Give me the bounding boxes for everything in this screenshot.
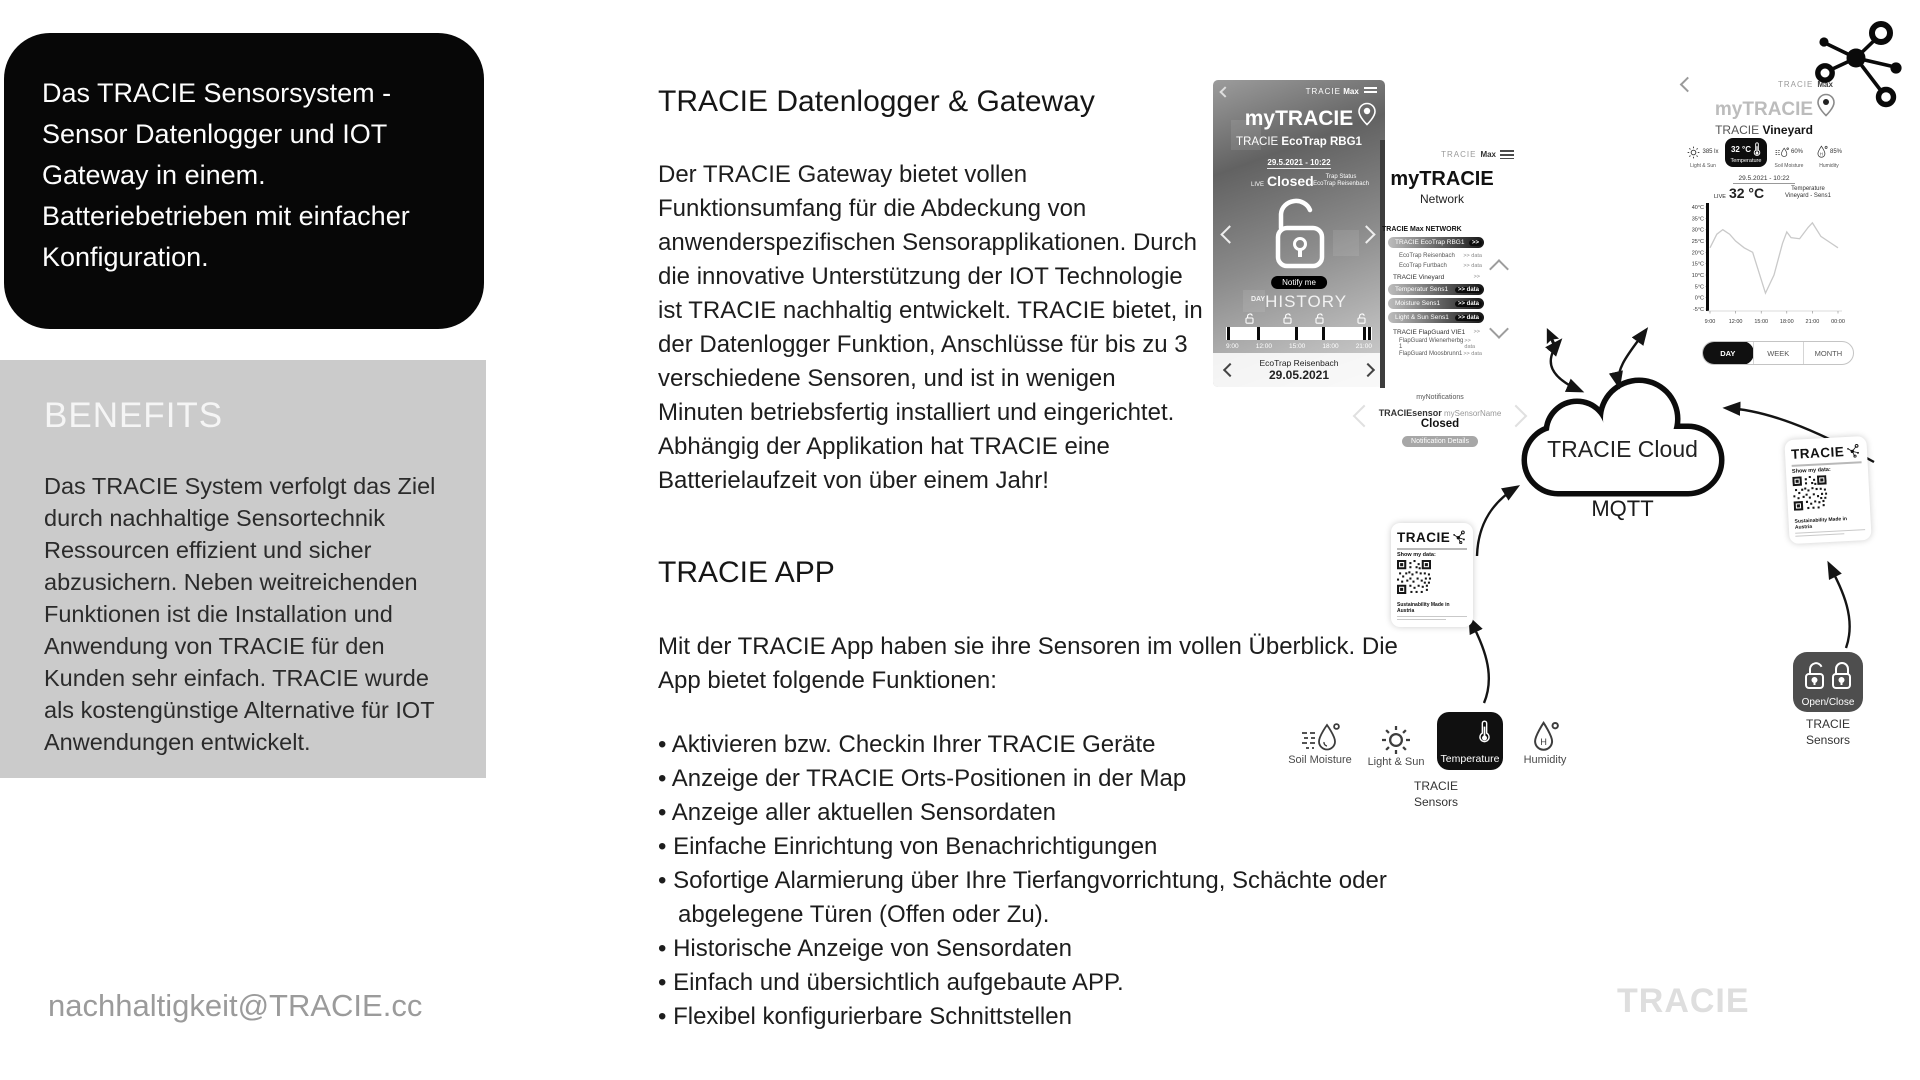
open-close-sensor-tile[interactable] — [1793, 652, 1863, 712]
open-lock-icon — [1245, 313, 1255, 324]
phone-mockup-ecotrap — [1213, 80, 1385, 387]
notification-caption: myNotifications — [1416, 394, 1464, 401]
row-label: TRACIE EcoTrap RBG1 — [1395, 239, 1465, 246]
previous-screen-edge — [1380, 140, 1385, 388]
sun-icon — [1687, 146, 1700, 159]
row-action[interactable]: >> — [1469, 240, 1482, 246]
svg-text:-5°C: -5°C — [1692, 307, 1704, 313]
row-action[interactable]: >> data — [1463, 253, 1482, 259]
sensor-widget-humidity[interactable]: H 85% Humidity — [1809, 141, 1849, 169]
fine-print — [1397, 619, 1446, 621]
mqtt-protocol-label: MQTT — [1591, 496, 1654, 521]
divider — [1397, 548, 1467, 550]
tracie-sensors-caption: TRACIE Sensors — [1413, 779, 1459, 809]
sensor-widget-soil[interactable]: 60% Soil Moisture — [1769, 141, 1809, 169]
timeline-hour-label: 18:00 — [1322, 343, 1339, 350]
footer-device-name: EcoTrap Reisenbach — [1259, 358, 1339, 368]
app-subtitle: Network — [1419, 192, 1464, 206]
scroll-up-chevron-icon[interactable] — [1489, 259, 1509, 279]
svg-text:5°C: 5°C — [1694, 284, 1704, 291]
live-value: Closed — [1267, 173, 1314, 189]
sensor-label: Soil Moisture — [1288, 754, 1352, 766]
timeline-hour-label: 9:00 — [1226, 343, 1239, 350]
arrow-sensors-label — [1470, 619, 1489, 703]
row-label: TRACIE FlapGuard VIE1 — [1393, 328, 1466, 336]
qr-code — [1792, 473, 1864, 516]
sensor-quick-row — [1683, 141, 1849, 169]
sensor-label: Temperature — [1440, 753, 1500, 765]
row-label: TRACIE Vineyard — [1393, 273, 1445, 281]
thermometer-icon — [1478, 718, 1491, 746]
app-header — [1441, 150, 1514, 159]
humidity-icon — [1816, 145, 1828, 159]
thermometer-icon — [1753, 142, 1761, 157]
device-name: EcoTrap RBG1 — [1281, 136, 1362, 148]
history-heading: $^{DAY}$HISTORY — [1250, 292, 1348, 311]
notification-sensor: TRACIEsensor mySensorName — [1378, 408, 1502, 418]
open-close-label: Open/Close — [1801, 697, 1855, 708]
feature-bullet: • Einfache Einrichtung von Benachrichtigungen — [658, 830, 1430, 864]
menu-icon[interactable] — [1500, 150, 1514, 159]
notification-details-button[interactable]: Notification Details — [1402, 436, 1478, 447]
timestamp: 29.5.2021 - 10:22 — [1678, 175, 1850, 182]
device-brand: TRACIE — [1236, 136, 1279, 148]
svg-text:15:00: 15:00 — [1754, 319, 1769, 325]
feature-bullet: • Aktivieren bzw. Checkin Ihrer TRACIE Geräte — [658, 728, 1430, 762]
live-status — [1251, 173, 1314, 189]
soil-moisture-icon — [1775, 146, 1789, 159]
next-chevron-icon[interactable] — [1357, 225, 1375, 243]
timeline-tick — [1368, 327, 1371, 340]
svg-text:H: H — [1540, 736, 1547, 747]
sensor-label: Humidity — [1523, 754, 1567, 766]
row-action[interactable]: >> data — [1463, 263, 1482, 269]
row-action[interactable]: >> — [1473, 329, 1480, 335]
open-lock-icon — [1283, 313, 1293, 324]
sensor-light-sun — [1360, 722, 1432, 768]
network-row-pill[interactable] — [1388, 237, 1484, 248]
feature-bullet-list — [658, 728, 1430, 1034]
tracie-sensors-caption: TRACIE Sensors — [1805, 717, 1851, 747]
row-action[interactable]: >> data — [1455, 287, 1482, 293]
live-label: LIVE — [1251, 182, 1265, 188]
timeline-tick — [1257, 327, 1260, 340]
paragraph-gateway: Der TRACIE Gateway bietet vollen Funktionsumfang für die Abdeckung von anwenderspezifischen Sensorapplikationen. Durch die innovative Unterstützung der IOT Technologie ist TRACIE nachhaltig entwickelt. TRACIE bietet, in der Datenlogger Funktion, Anschlüsse für bis zu 3 verschiedene Sensoren, und ist in wenigen Minuten betriebsfertig installiert und eingerichtet. Abhängig der Applikation hat TRACIE eine Batterielaufzeit von über einem Jahr! — [658, 161, 1203, 494]
sensor-humidity — [1512, 720, 1578, 766]
sensor-widget-light[interactable]: 385 lx Light & Sun — [1683, 141, 1723, 169]
heading-tracie-app: TRACIE APP — [658, 556, 835, 589]
feature-bullet: • Anzeige aller aktuellen Sensordaten — [658, 796, 1430, 830]
device-title — [1213, 136, 1385, 148]
header-user: Max — [1480, 150, 1496, 159]
notification-status: Closed — [1420, 418, 1460, 430]
live-reading: LIVE 32 °C — [1714, 185, 1765, 201]
menu-icon[interactable] — [1364, 87, 1377, 95]
arrow-phone-cloud-1 — [1551, 341, 1581, 391]
history-footer — [1213, 353, 1385, 387]
svg-text:40°C: 40°C — [1691, 205, 1704, 211]
app-header: TRACIE Max — [1778, 80, 1833, 89]
row-label: Moisture Sens1 — [1395, 300, 1441, 307]
svg-text:15°C: 15°C — [1691, 261, 1704, 268]
timeline-hour-label: 12:00 — [1255, 343, 1272, 350]
contact-email-link[interactable]: nachhaltigkeit@TRACIE.cc — [48, 988, 423, 1023]
device-label-sticker — [1784, 436, 1871, 544]
show-my-data-label: Show my data: — [1791, 466, 1831, 475]
row-action[interactable]: >> data — [1455, 315, 1482, 321]
svg-text:10°C: 10°C — [1691, 273, 1704, 279]
padlock-icon — [1269, 192, 1331, 270]
status-caption: Trap Status EcoTrap Reisenbach — [1313, 174, 1369, 187]
open-lock-icon — [1357, 313, 1367, 324]
arrow-openclose-label — [1829, 564, 1850, 648]
timeline-tick — [1363, 327, 1366, 340]
timeline-tick — [1227, 327, 1230, 340]
svg-text:30°C: 30°C — [1691, 227, 1704, 234]
sensor-label: Light & Sun — [1367, 756, 1425, 768]
svg-text:H: H — [1819, 151, 1823, 157]
row-label: FlapGuard Moosbrunn1 — [1399, 351, 1463, 357]
row-label: Light & Sun Sens1 — [1395, 314, 1449, 321]
made-in-austria-label: Sustainability Made in Austria — [1794, 516, 1848, 531]
network-row-sub[interactable] — [1388, 261, 1484, 271]
reading-caption: Temperature Vineyard - Sens1 — [1785, 186, 1831, 199]
timestamp: 29.5.2021 - 10:22 — [1267, 158, 1331, 167]
molecule-mini-icon — [1452, 530, 1466, 544]
header-user: Max — [1343, 87, 1359, 96]
svg-text:00:00: 00:00 — [1831, 319, 1845, 325]
soil-moisture-icon — [1300, 722, 1340, 754]
history-timeline[interactable] — [1226, 327, 1372, 340]
sensor-widget-temperature[interactable]: 32 °C Temperature — [1725, 138, 1767, 167]
header-brand: TRACIE — [1305, 87, 1341, 96]
app-title: myTRACIE — [1390, 168, 1494, 190]
footer-date: 29.05.2021 — [1268, 368, 1330, 382]
range-button-week[interactable]: WEEK — [1753, 342, 1803, 364]
network-row-group[interactable] — [1388, 271, 1484, 283]
header-brand: TRACIE — [1441, 150, 1477, 159]
app-title: myTRACIE — [1244, 107, 1354, 130]
paragraph-app: Mit der TRACIE App haben sie ihre Sensoren im vollen Überblick. Die App bietet folgende Funktionen: — [658, 633, 1398, 694]
feature-bullet: • Einfach und übersichtlich aufgebaute APP. — [658, 966, 1430, 1000]
show-my-data-label: Show my data: — [1397, 552, 1436, 558]
feature-bullet: • Anzeige der TRACIE Orts-Positionen in der Map — [658, 762, 1430, 796]
intro-text: Das TRACIE Sensorsystem - Sensor Datenlogger und IOT Gateway in einem. Batteriebetrieben mit einfacher Konfiguration. — [42, 78, 410, 272]
row-label: Temperatur Sens1 — [1395, 286, 1449, 293]
svg-text:0°C: 0°C — [1694, 295, 1704, 302]
sun-icon — [1380, 724, 1412, 756]
prev-chevron-icon[interactable] — [1220, 225, 1238, 243]
humidity-icon — [1530, 720, 1560, 754]
timeline-hour-label: 15:00 — [1289, 343, 1306, 350]
history-lock-icons — [1226, 313, 1372, 324]
range-button-month[interactable]: MONTH — [1803, 342, 1853, 364]
timeline-hour-label: 21:00 — [1355, 343, 1372, 350]
open-lock-icon — [1315, 313, 1325, 324]
row-action[interactable]: >> data — [1455, 301, 1482, 307]
label-brand: TRACIE — [1790, 444, 1845, 462]
svg-text:12:00: 12:00 — [1728, 319, 1743, 325]
label-brand: TRACIE — [1397, 530, 1451, 545]
network-row-sub[interactable] — [1388, 251, 1484, 261]
feature-bullet: • Flexibel konfigurierbare Schnittstellen — [658, 1000, 1430, 1034]
row-label: EcoTrap Reisenbach — [1399, 253, 1455, 259]
back-chevron-icon[interactable] — [1680, 77, 1696, 93]
arrow-phone-cloud-2 — [1618, 330, 1646, 386]
row-action[interactable]: >> data — [1463, 351, 1482, 357]
app-header — [1306, 87, 1377, 96]
timeline-hours — [1226, 343, 1372, 350]
svg-text:35°C: 35°C — [1691, 216, 1704, 223]
decor-square — [1333, 230, 1359, 256]
notify-me-button[interactable]: Notify me — [1271, 276, 1327, 289]
molecule-mini-icon — [1846, 443, 1861, 458]
arrow-label-cloud-left — [1477, 487, 1517, 556]
feature-bullet: • Sofortige Alarmierung über Ihre Tierfangvorrichtung, Schächte oder abgelegene Türen (Offen oder Zu). — [658, 864, 1430, 932]
feature-bullet: • Historische Anzeige von Sensordaten — [658, 932, 1430, 966]
svg-text:21:00: 21:00 — [1805, 319, 1820, 325]
intro-card — [4, 33, 484, 329]
fine-print — [1397, 616, 1467, 618]
benefits-title: BENEFITS — [44, 396, 224, 435]
benefits-panel — [0, 360, 486, 778]
range-button-day[interactable]: DAY — [1702, 341, 1754, 365]
svg-text:18:00: 18:00 — [1779, 319, 1794, 325]
device-label-sticker — [1391, 523, 1473, 627]
heading-datenlogger-gateway: TRACIE Datenlogger & Gateway — [658, 85, 1095, 118]
app-title: myTRACIE — [1714, 99, 1814, 120]
sensor-soil-moisture — [1283, 720, 1357, 766]
cloud-label: TRACIE Cloud — [1547, 436, 1698, 462]
row-action[interactable]: >> data — [1464, 338, 1476, 350]
qr-code — [1397, 560, 1467, 599]
benefits-body: Das TRACIE System verfolgt das Ziel durch nachhaltige Sensortechnik Ressourcen effizient und sicher abzusichern. Neben weitreichenden Funktionen ist die Installation und Anwendung von TRACIE für den Kunden sehr einfach. TRACIE wurde als kostengünstige Alternative für IOT Anwendungen entwickelt. — [44, 473, 436, 755]
made-in-austria-label: Sustainability Made in Austria — [1397, 602, 1450, 614]
network-row-pill[interactable] — [1388, 284, 1484, 295]
sensor-temperature-selected[interactable] — [1437, 712, 1503, 770]
svg-text:20°C: 20°C — [1691, 250, 1704, 257]
timeline-tick — [1322, 327, 1325, 340]
row-label: EcoTrap Furtbach — [1399, 263, 1447, 269]
svg-text:25°C: 25°C — [1691, 239, 1704, 245]
open-close-locks-icon — [1803, 660, 1853, 692]
molecule-network-icon — [1808, 8, 1918, 110]
brand-watermark: TRACIE — [1617, 982, 1750, 1020]
network-section-label: TRACIE Max NETWORK — [1382, 226, 1462, 233]
timeline-tick — [1295, 327, 1298, 340]
svg-text:9:00: 9:00 — [1704, 319, 1716, 325]
site-title: TRACIE Vineyard — [1715, 123, 1813, 137]
row-label: FlapGuard Wienerherbg 1 — [1399, 338, 1464, 350]
back-chevron-icon[interactable] — [1219, 86, 1230, 97]
row-action[interactable]: >> — [1473, 274, 1480, 280]
